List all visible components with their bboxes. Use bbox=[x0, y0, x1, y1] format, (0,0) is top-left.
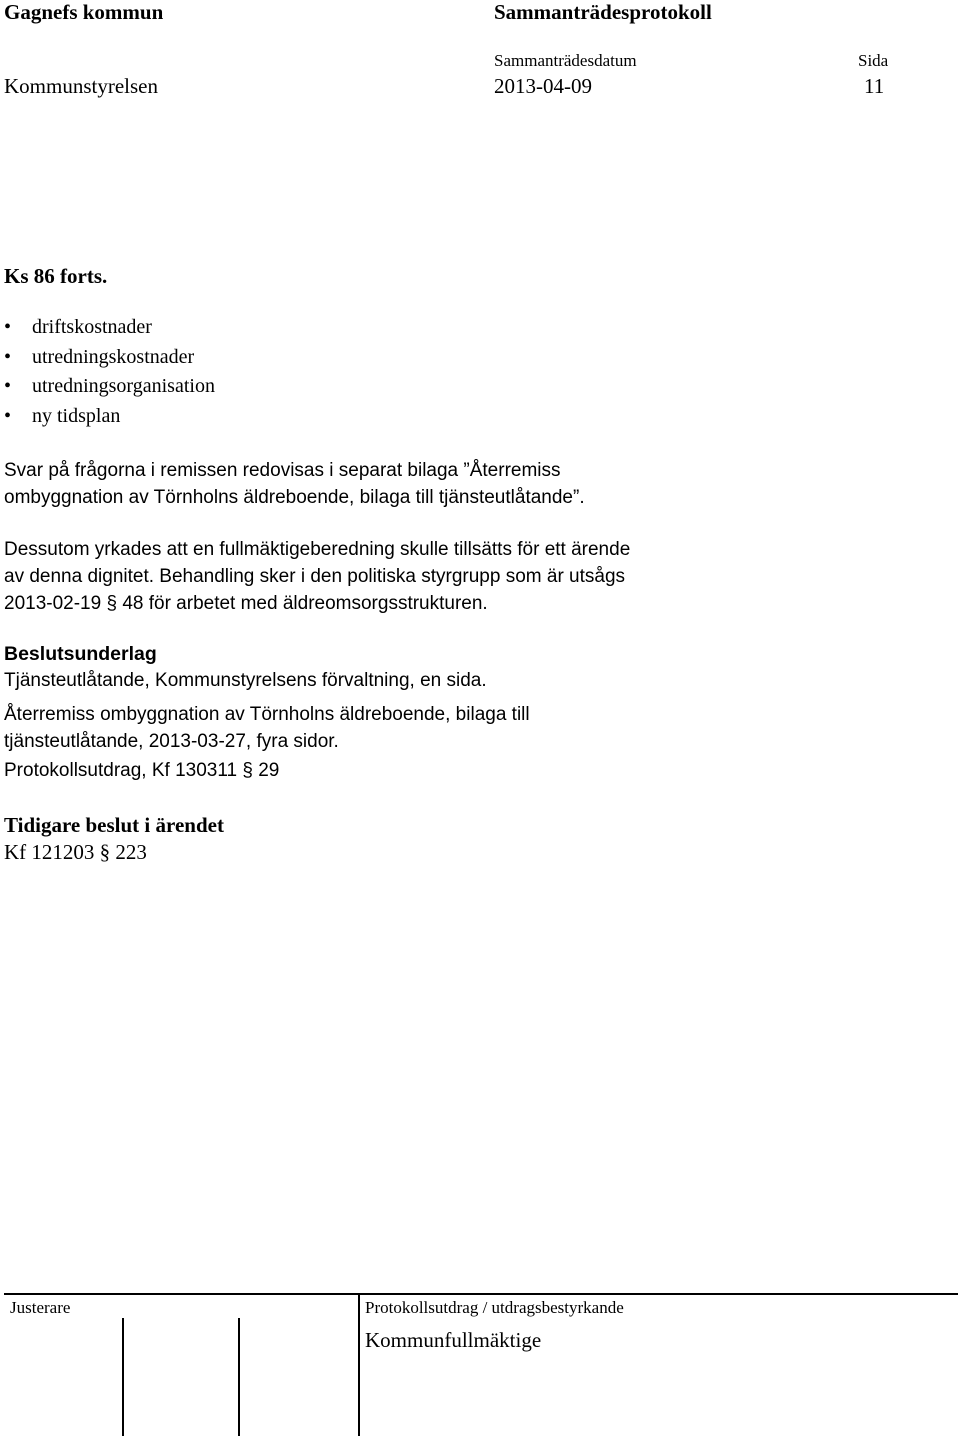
adjuster-label: Justerare bbox=[10, 1298, 71, 1317]
page-label: Sida bbox=[858, 51, 889, 70]
paragraph-preparation: Dessutom yrkades att en fullmäktigeberedning skulle tillsätts för ett ärende av denna dignitet. Behandling sker i den politiska styrgrupp som är utsågs 2013-02-19 § 48 för arbetet med äldreomsorgsstrukturen. bbox=[4, 539, 631, 614]
document-type: Sammanträdesprotokoll bbox=[494, 0, 712, 24]
basis-item: Återremiss ombyggnation av Törnholns äldreboende, bilaga till tjänsteutlåtande, 2013-03-27, fyra sidor. bbox=[4, 704, 530, 752]
bullet-icon: • bbox=[4, 345, 12, 368]
footer-divider bbox=[238, 1318, 240, 1436]
extract-value: Kommunfullmäktige bbox=[365, 1328, 542, 1352]
list-item: • driftskostnader bbox=[4, 316, 152, 338]
bullet-icon: • bbox=[4, 404, 12, 427]
list-item: • utredningskostnader bbox=[4, 345, 195, 368]
bullet-list bbox=[4, 316, 404, 434]
bullet-icon: • bbox=[4, 375, 12, 397]
municipality-name: Gagnefs kommun bbox=[4, 0, 164, 24]
bullet-icon: • bbox=[4, 316, 12, 338]
list-item: • ny tidsplan bbox=[4, 404, 121, 427]
committee-name: Kommunstyrelsen bbox=[4, 74, 158, 98]
basis-heading: Beslutsunderlag bbox=[4, 643, 157, 665]
page-number: 11 bbox=[864, 74, 885, 98]
section-title: Ks 86 forts. bbox=[4, 264, 108, 288]
footer-top-rule bbox=[4, 1293, 958, 1295]
basis-item: Protokollsutdrag, Kf 130311 § 29 bbox=[4, 760, 280, 781]
meeting-date: 2013-04-09 bbox=[494, 74, 592, 98]
extract-label: Protokollsutdrag / utdragsbestyrkande bbox=[365, 1298, 624, 1317]
basis-item: Tjänsteutlåtande, Kommunstyrelsens förvaltning, en sida. bbox=[4, 670, 487, 691]
date-label: Sammanträdesdatum bbox=[494, 51, 637, 70]
paragraph-answers: Svar på frågorna i remissen redovisas i separat bilaga ”Återremiss ombyggnation av Törnholns äldreboende, bilaga till tjänsteutlåtande”. bbox=[4, 460, 585, 508]
previous-decision-heading: Tidigare beslut i ärendet bbox=[4, 813, 224, 837]
previous-decision-item: Kf 121203 § 223 bbox=[4, 840, 147, 864]
footer-divider bbox=[122, 1318, 124, 1436]
footer-divider bbox=[358, 1295, 360, 1436]
list-item: • utredningsorganisation bbox=[4, 375, 215, 397]
